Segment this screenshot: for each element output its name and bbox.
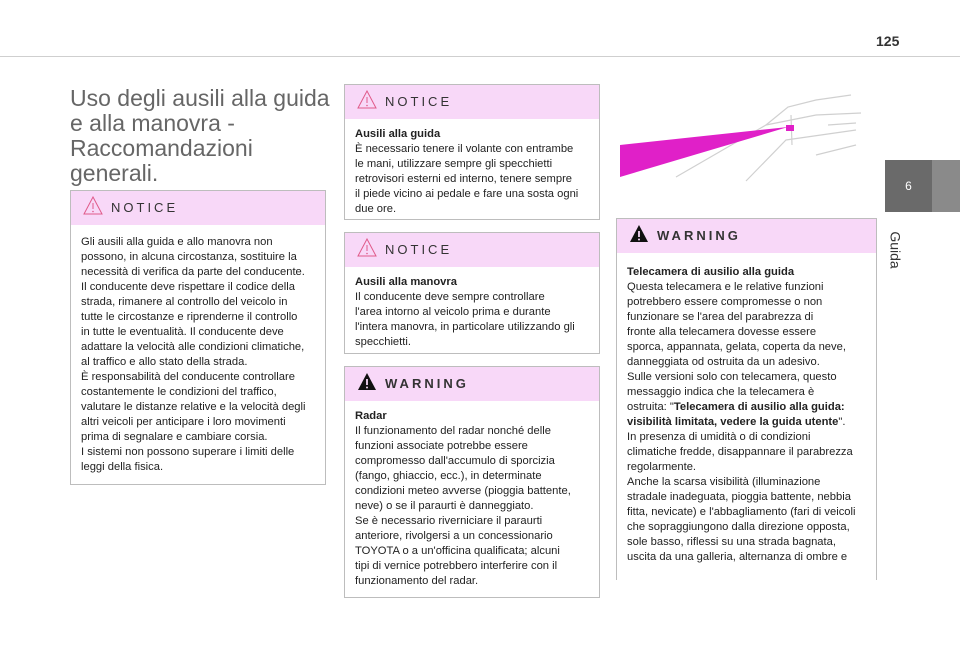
text-line: sole basso, riflessi su una strada bagnata, <box>627 536 836 548</box>
camera-message-line: ostruita: "Telecamera di ausilio alla guida: <box>627 401 845 413</box>
top-divider <box>0 56 960 57</box>
caution-triangle-icon <box>357 90 377 109</box>
text-line: potrebbero essere compromesse o non <box>627 296 823 308</box>
text-line: I sistemi non possono superare i limiti delle <box>81 446 295 458</box>
text-line: fronte alla telecamera dovesse essere <box>627 326 817 338</box>
notice-header <box>345 233 599 267</box>
text-line: che sopraggiungono dalla direzione opposta, <box>627 521 850 533</box>
text-line: sporca, appannata, gelata, coperta da neve, <box>627 341 846 353</box>
text-line: due ore. <box>355 203 397 215</box>
text-line: al traffico e allo stato della strada. <box>81 356 248 368</box>
notice-box-driving-aids <box>344 84 600 220</box>
notice-subtitle: Ausili alla guida <box>355 128 441 140</box>
text-line: regolarmente. <box>627 461 697 473</box>
warning-heading: WARNING <box>657 228 741 243</box>
camera-message-line: visibilità limitata, vedere la guida utente". <box>627 416 846 428</box>
text-line: Gli ausili alla guida e allo manovra non <box>81 236 273 248</box>
text-line: le mani, utilizzare sempre gli specchietti <box>355 158 553 170</box>
text-line: compromesso dall'accumulo di sporcizia <box>355 455 555 467</box>
text-line: In presenza di umidità o di condizioni <box>627 431 811 443</box>
text-line: È responsabilità del conducente controllare <box>81 371 295 383</box>
text-line: anteriore, rivolgersi a un concessionario <box>355 530 553 542</box>
text-line: possono, in alcuna circostanza, sostituire la <box>81 251 297 263</box>
caution-triangle-icon <box>83 196 103 215</box>
warning-heading: WARNING <box>385 376 469 391</box>
warning-box-camera <box>616 218 877 580</box>
text-line: retrovisori esterni ed interno, tenere sempre <box>355 173 573 185</box>
text-line: Questa telecamera e le relative funzioni <box>627 281 824 293</box>
text-line: tutte le circostanze e riprenderne il controllo <box>81 311 298 323</box>
notice-subtitle: Ausili alla manovra <box>355 276 457 288</box>
text-line: messaggio indica che la telecamera è <box>627 386 815 398</box>
caution-triangle-icon <box>357 238 377 257</box>
text-line: stradale inadeguata, pioggia battente, nebbia <box>627 491 851 503</box>
text-line: valutare le distanze relative e la velocità degli <box>81 401 306 413</box>
text-line: neve) o se il paraurti è danneggiato. <box>355 500 534 512</box>
text-line: specchietti. <box>355 336 411 348</box>
text-line: climatiche fredde, disappannare il parabrezza <box>627 446 853 458</box>
text-line: Sulle versioni solo con telecamera, questo <box>627 371 837 383</box>
warning-subtitle: Telecamera di ausilio alla guida <box>627 266 795 278</box>
text-line: Il funzionamento del radar nonché delle <box>355 425 551 437</box>
warning-header <box>617 219 876 253</box>
text-line: danneggiata od ostruita da un adesivo. <box>627 356 820 368</box>
notice-header <box>345 85 599 119</box>
windscreen-camera-illustration <box>616 85 876 185</box>
warning-box-radar <box>344 366 600 598</box>
warning-header <box>345 367 599 401</box>
text-line: in tutte le eventualità. Il conducente deve <box>81 326 284 338</box>
text-line: condizioni meteo avverse (pioggia battente, <box>355 485 571 497</box>
notice-body <box>345 119 599 225</box>
warning-body <box>345 401 599 597</box>
text-line: TOYOTA o a un'officina qualificata; alcuni <box>355 545 560 557</box>
notice-heading: NOTICE <box>385 94 453 109</box>
notice-body <box>71 225 325 483</box>
page-title: Uso degli ausili alla guida e alla manovra - Raccomandazioni generali. <box>70 85 330 186</box>
notice-heading: NOTICE <box>385 242 453 257</box>
text-line: funzioni associate potrebbe essere <box>355 440 528 452</box>
warning-body <box>617 253 876 573</box>
notice-body <box>345 267 599 358</box>
chapter-tab[interactable]: 6 <box>885 160 932 212</box>
text-line: adattare la velocità alle condizioni climatiche, <box>81 341 305 353</box>
warning-triangle-icon <box>357 372 377 391</box>
text-line: l'intera manovra, in particolare utilizzando gli <box>355 321 575 333</box>
text-line: funzionare se l'area del parabrezza di <box>627 311 814 323</box>
notice-box-general <box>70 190 326 485</box>
text-line: necessità di verifica da parte del conducente. <box>81 266 305 278</box>
chapter-label <box>887 220 917 280</box>
text-line: Il conducente deve sempre controllare <box>355 291 545 303</box>
page-number: 125 <box>876 33 900 49</box>
text-line: Se è necessario riverniciare il paraurti <box>355 515 543 527</box>
notice-header <box>71 191 325 225</box>
text-line: altri veicoli per anticipare i loro movimenti <box>81 416 286 428</box>
text-line: È necessario tenere il volante con entrambe <box>355 143 574 155</box>
notice-box-manoeuvre-aids <box>344 232 600 354</box>
text-line: funzionamento del radar. <box>355 575 479 587</box>
text-line: costantemente le condizioni del traffico, <box>81 386 277 398</box>
text-line: fitta, nevicate) e l'abbagliamento (fari di veicoli <box>627 506 856 518</box>
notice-heading: NOTICE <box>111 200 179 215</box>
warning-triangle-icon <box>629 224 649 243</box>
text-line: l'area intorno al veicolo prima e durante <box>355 306 551 318</box>
chapter-label-text: Guida <box>887 231 904 269</box>
chapter-tab-edge <box>932 160 960 212</box>
text-line: strada, rimanere al controllo del veicolo in <box>81 296 288 308</box>
text-line: Il conducente deve rispettare il codice della <box>81 281 295 293</box>
warning-subtitle: Radar <box>355 410 387 422</box>
text-line: Anche la scarsa visibilità (illuminazione <box>627 476 821 488</box>
text-line: (fango, ghiaccio, ecc.), in determinate <box>355 470 542 482</box>
text-line: il piede vicino ai pedale e fare una sosta ogni <box>355 188 579 200</box>
text-line: leggi della fisica. <box>81 461 164 473</box>
text-line: tipi di vernice potrebbero interferire con il <box>355 560 558 572</box>
text-line: uscita da una galleria, alternanza di ombre e <box>627 551 848 563</box>
text-line: prima di segnalare e cambiare corsia. <box>81 431 268 443</box>
